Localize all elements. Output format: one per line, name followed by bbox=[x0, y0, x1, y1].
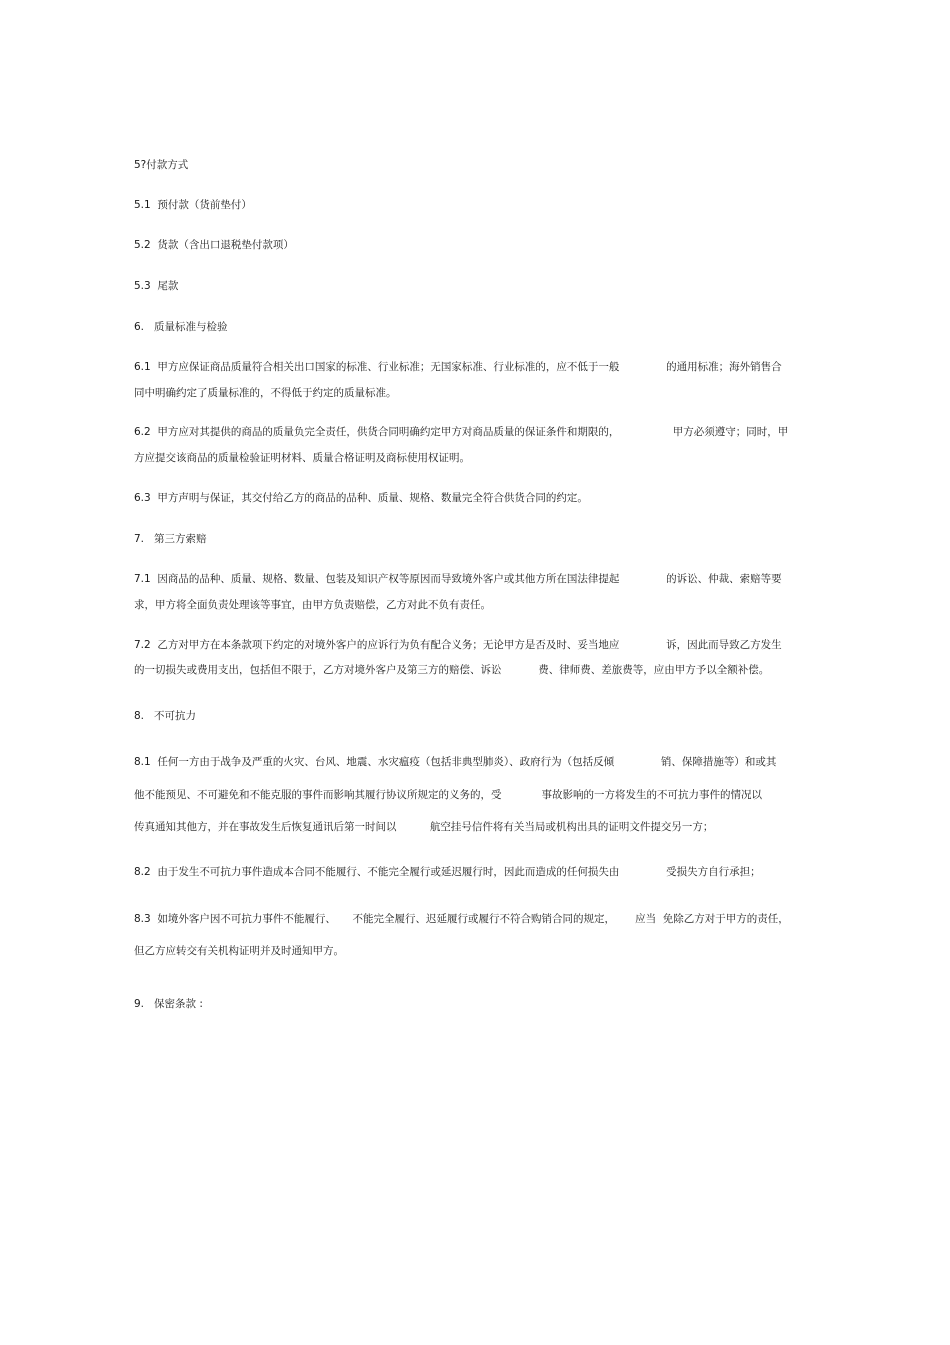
clause-7-2-line-2: 的一切损失或费用支出，包括但不限于，乙方对境外客户及第三方的赔偿、诉讼 费、律师费、差旅费等，应由甲方予以全额补偿。 bbox=[134, 664, 770, 676]
clause-5-2: 5.2 货款（含出口退税垫付款项） bbox=[134, 239, 294, 251]
clause-7-1-line-1: 7.1 因商品的品种、质量、规格、数量、包装及知识产权等原因而导致境外客户或其他方所在国法律提起 的诉讼、仲裁、索赔等要 bbox=[134, 573, 782, 585]
clause-7-2-line-1: 7.2 乙方对甲方在本条款项下约定的对境外客户的应诉行为负有配合义务；无论甲方是否及时、妥当地应 诉，因此而导致乙方发生 bbox=[134, 639, 782, 651]
section-5-heading: 5?付款方式 bbox=[134, 159, 189, 171]
section-9-heading: 9. 保密条款 : bbox=[134, 998, 203, 1010]
clause-8-2: 8.2 由于发生不可抗力事件造成本合同不能履行、不能完全履行或延迟履行时，因此而造成的任何损失由 受损失方自行承担； bbox=[134, 866, 761, 878]
clause-6-3: 6.3 甲方声明与保证，其交付给乙方的商品的品种、质量、规格、数量完全符合供货合同的约定。 bbox=[134, 492, 588, 504]
clause-5-1: 5.1 预付款（货前垫付） bbox=[134, 199, 252, 211]
clause-8-1-line-3: 传真通知其他方，并在事故发生后恢复通讯后第一时间以 航空挂号信件将有关当局或机构出具的证明文件提交另一方； bbox=[134, 821, 714, 833]
clause-6-2-line-1: 6.2 甲方应对其提供的商品的质量负完全责任，供货合同明确约定甲方对商品质量的保证条件和期限的， 甲方必须遵守；同时，甲 bbox=[134, 426, 789, 438]
clause-6-1-line-1: 6.1 甲方应保证商品质量符合相关出口国家的标准、行业标准；无国家标准、行业标准的，应不低于一般 的通用标准；海外销售合 bbox=[134, 361, 782, 373]
clause-8-1-line-2: 他不能预见、不可避免和不能克服的事件而影响其履行协议所规定的义务的，受 事故影响的一方将发生的不可抗力事件的情况以 bbox=[134, 789, 763, 801]
clause-8-3-line-1: 8.3 如境外客户因不可抗力事件不能履行、 不能完全履行、迟延履行或履行不符合购销合同的规定， 应当 免除乙方对于甲方的责任， bbox=[134, 913, 789, 925]
clause-6-1-line-2: 同中明确约定了质量标准的，不得低于约定的质量标准。 bbox=[134, 387, 397, 399]
section-6-heading: 6. 质量标准与检验 bbox=[134, 321, 228, 333]
clause-7-1-line-2: 求，甲方将全面负责处理该等事宜，由甲方负责赔偿，乙方对此不负有责任。 bbox=[134, 599, 491, 611]
clause-5-3: 5.3 尾款 bbox=[134, 280, 179, 292]
section-7-heading: 7. 第三方索赔 bbox=[134, 533, 207, 545]
section-8-heading: 8. 不可抗力 bbox=[134, 710, 197, 722]
clause-6-2-line-2: 方应提交该商品的质量检验证明材料、质量合格证明及商标使用权证明。 bbox=[134, 452, 470, 464]
clause-8-1-line-1: 8.1 任何一方由于战争及严重的火灾、台风、地震、水灾瘟疫（包括非典型肺炎）、政府行为（包括反倾 销、保障措施等）和或其 bbox=[134, 756, 777, 768]
clause-8-3-line-2: 但乙方应转交有关机构证明并及时通知甲方。 bbox=[134, 945, 344, 957]
